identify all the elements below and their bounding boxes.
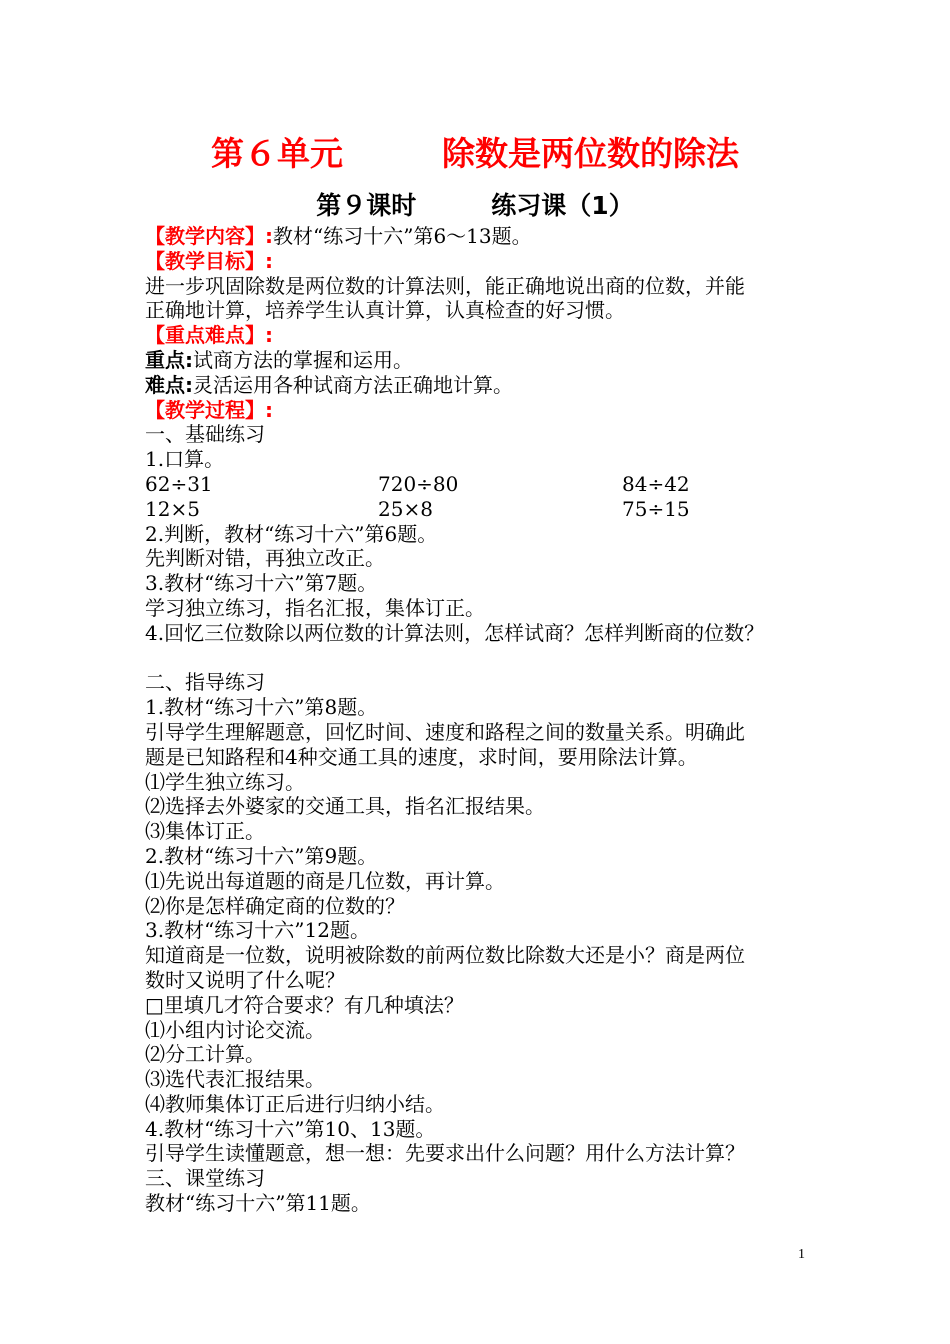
page-number: 1 [798, 1247, 805, 1262]
key-point-text: 试商方法的掌握和运用。 [193, 347, 413, 372]
item2-3-line1: 知道商是一位数，说明被除数的前两位数比除数大还是小？商是两位 [145, 943, 745, 968]
teaching-content-line [145, 224, 835, 249]
calc-cell: 84÷42 [622, 471, 690, 496]
lesson-plan-body [145, 224, 835, 1216]
item2-3-line3: □里填几才符合要求？有几种填法？ [145, 992, 464, 1017]
part2-heading: 二、指导练习 [145, 670, 265, 695]
item2-3: 3.教材“练习十六”12题。 [145, 918, 370, 943]
item1-3-note: 学习独立练习，指名汇报，集体订正。 [145, 595, 485, 620]
unit-title: 第６单元 除数是两位数的除法 [211, 134, 739, 173]
item2-3-line2: 数时又说明了什么呢？ [145, 967, 345, 992]
item2-2-step2: ⑵你是怎样确定商的位数的？ [145, 893, 405, 918]
part3-heading: 三、课堂练习 [145, 1166, 265, 1191]
difficulty-line [145, 373, 835, 398]
item2-1-step3: ⑶集体订正。 [145, 819, 265, 844]
key-point-line [145, 348, 835, 373]
difficulty-label: 难点: [145, 372, 193, 397]
calc-cell: 12×5 [145, 496, 200, 521]
item2-1-step2: ⑵选择去外婆家的交通工具，指名汇报结果。 [145, 794, 545, 819]
difficulty-text: 灵活运用各种试商方法正确地计算。 [193, 372, 513, 397]
goals-text-line-2: 正确地计算，培养学生认真计算，认真检查的好习惯。 [145, 298, 625, 323]
item2-2: 2.教材“练习十六”第9题。 [145, 843, 378, 868]
teaching-content-text: 教材“练习十六”第6～13题。 [273, 224, 532, 248]
key-point-label: 重点: [145, 347, 193, 372]
item3-1: 教材“练习十六”第11题。 [145, 1191, 371, 1216]
item2-3-step4: ⑷教师集体订正后进行归纳小结。 [145, 1091, 445, 1116]
calc-row-1 [145, 472, 835, 497]
item1-1: 1.口算。 [145, 447, 225, 472]
item2-1-line2: 题是已知路程和4种交通工具的速度，求时间，要用除法计算。 [145, 744, 698, 769]
item1-4: 4.回忆三位数除以两位数的计算法则，怎样试商？怎样判断商的位数？ [145, 620, 765, 645]
goals-text-line-1: 进一步巩固除数是两位数的计算法则，能正确地说出商的位数，并能 [145, 273, 745, 298]
item2-4: 4.教材“练习十六”第10、13题。 [145, 1116, 436, 1141]
item1-2: 2.判断，教材“练习十六”第6题。 [145, 521, 438, 546]
key-difficulty-label: 【重点难点】: [145, 323, 273, 348]
part1-heading: 一、基础练习 [145, 422, 265, 447]
calc-cell: 25×8 [378, 496, 433, 521]
item2-1-step1: ⑴学生独立练习。 [145, 769, 305, 794]
item1-2-note: 先判断对错，再独立改正。 [145, 546, 385, 571]
item2-1: 1.教材“练习十六”第8题。 [145, 695, 378, 720]
item1-3: 3.教材“练习十六”第7题。 [145, 571, 378, 596]
lesson-title: 第９课时 练习课（1） [316, 191, 634, 220]
goals-label: 【教学目标】: [145, 248, 273, 273]
teaching-content-label: 【教学内容】: [145, 224, 273, 248]
process-label: 【教学过程】: [145, 397, 273, 422]
blank-line [145, 646, 835, 671]
item2-3-step1: ⑴小组内讨论交流。 [145, 1017, 325, 1042]
item2-4-note: 引导学生读懂题意，想一想：先要求出什么问题？用什么方法计算？ [145, 1141, 745, 1166]
item2-2-step1: ⑴先说出每道题的商是几位数，再计算。 [145, 868, 505, 893]
calc-cell: 720÷80 [378, 471, 459, 496]
calc-cell: 75÷15 [622, 496, 690, 521]
calc-row-2 [145, 497, 835, 522]
item2-3-step2: ⑵分工计算。 [145, 1042, 265, 1067]
item2-1-line1: 引导学生理解题意，回忆时间、速度和路程之间的数量关系。明确此 [145, 719, 745, 744]
item2-3-step3: ⑶选代表汇报结果。 [145, 1067, 325, 1092]
calc-cell: 62÷31 [145, 471, 213, 496]
